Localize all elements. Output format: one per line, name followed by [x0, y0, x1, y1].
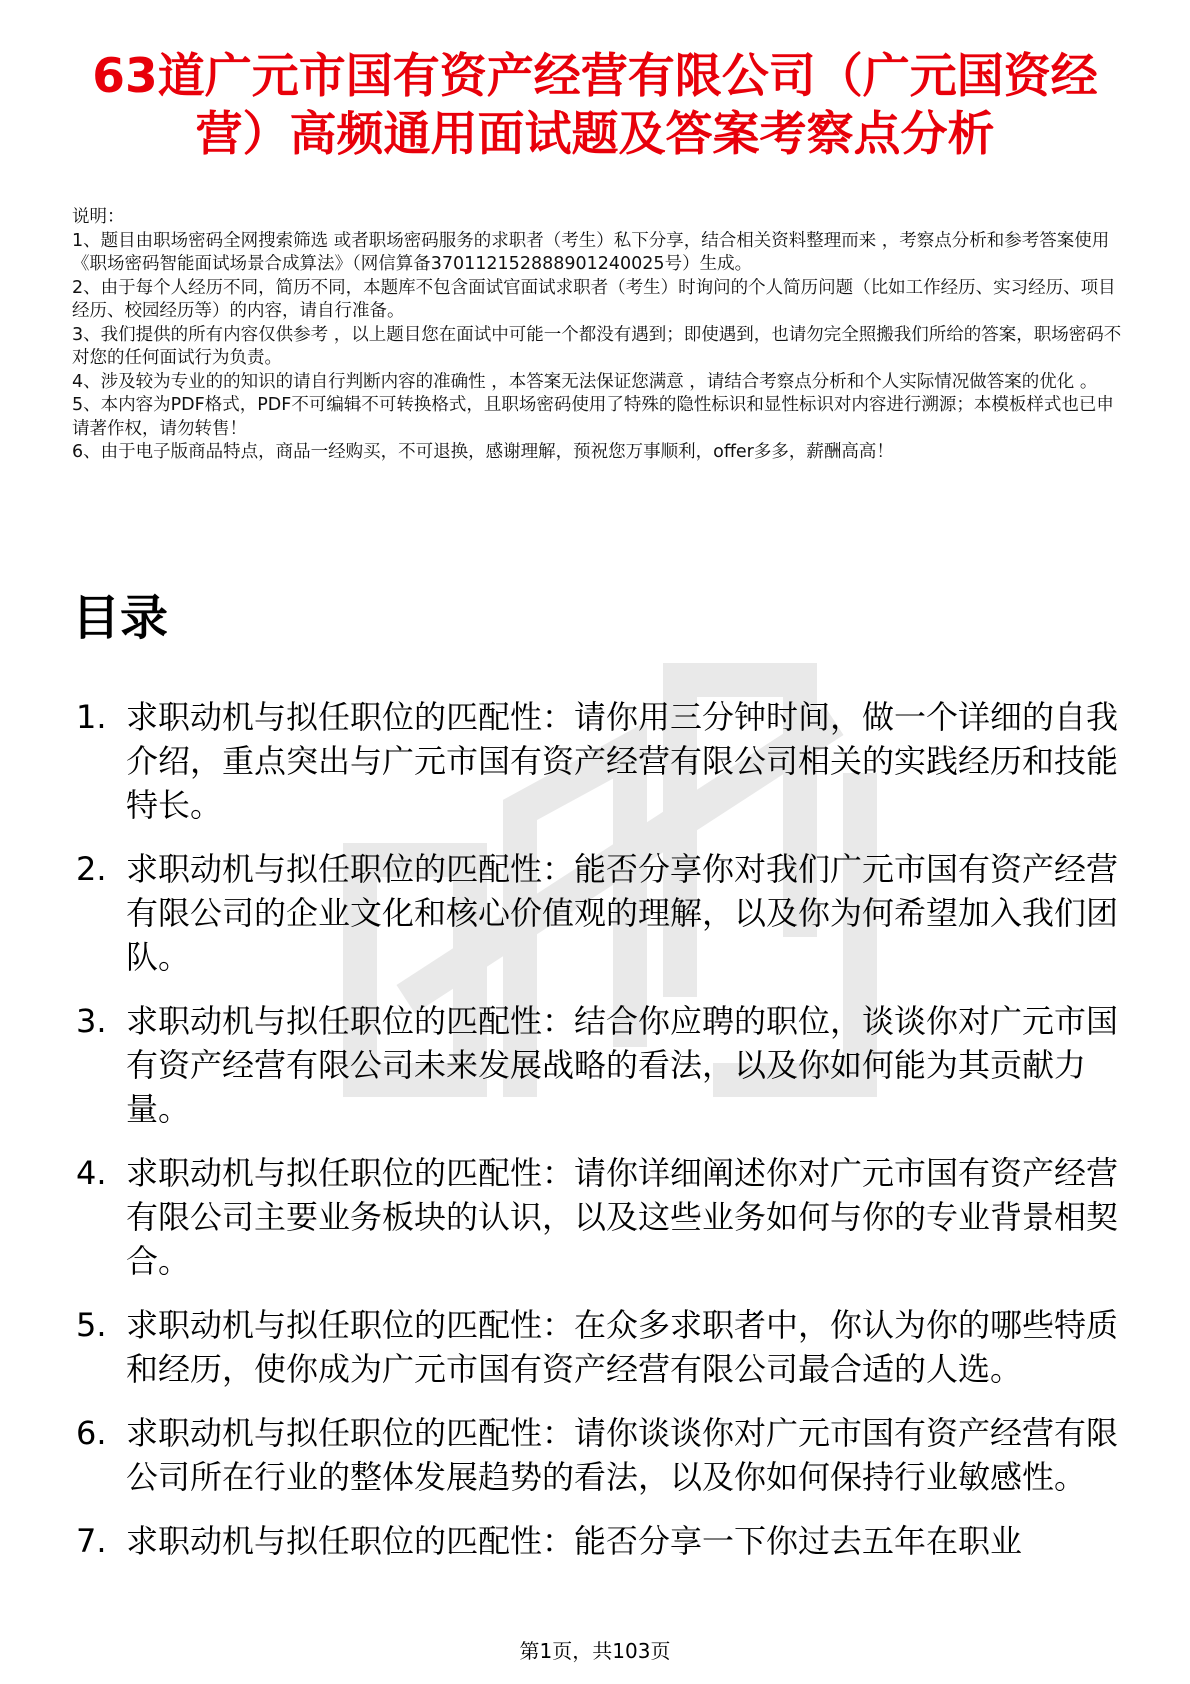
toc-item-text[interactable]: 求职动机与拟任职位的匹配性：请你谈谈你对广元市国有资产经营有限公司所在行业的整体发展趋势的看法，以及你如何保持行业敏感性。 — [126, 1414, 1119, 1496]
note-item: 1、题目由职场密码全网搜索筛选 或者职场密码服务的求职者（考生）私下分享，结合相关资料整理而来 ，考察点分析和参考答案使用《职场密码智能面试场景合成算法》（网信算备370112152888901240025号）生成。 — [72, 230, 1110, 274]
toc-item-text[interactable]: 求职动机与拟任职位的匹配性：结合你应聘的职位，谈谈你对广元市国有资产经营有限公司未来发展战略的看法，以及你如何能为其贡献力量。 — [126, 1002, 1119, 1128]
toc-item[interactable] — [76, 999, 1126, 1131]
toc-item-number: 4. — [76, 1154, 107, 1192]
toc-item-number: 3. — [76, 1002, 107, 1040]
toc-item-text[interactable]: 求职动机与拟任职位的匹配性：能否分享一下你过去五年在职业 — [126, 1522, 1023, 1560]
note-item: 6、由于电子版商品特点，商品一经购买，不可退换，感谢理解，预祝您万事顺利，offer多多，薪酬高高！ — [72, 442, 894, 462]
document-title: 63道广元市国有资产经营有限公司（广元国资经营）高频通用面试题及答案考察点分析 — [92, 49, 1098, 162]
notes-section — [72, 206, 1122, 465]
toc-item-text[interactable]: 求职动机与拟任职位的匹配性：在众多求职者中，你认为你的哪些特质和经历，使你成为广元市国有资产经营有限公司最合适的人选。 — [126, 1306, 1119, 1388]
note-item: 3、我们提供的所有内容仅供参考 ，以上题目您在面试中可能一个都没有遇到；即使遇到，也请勿完全照搬我们所给的答案，职场密码不对您的任何面试行为负责。 — [72, 324, 1122, 368]
toc-item-number: 6. — [76, 1414, 107, 1452]
note-item: 2、由于每个人经历不同，简历不同，本题库不包含面试官面试求职者（考生）时询问的个人简历问题（比如工作经历、实习经历、项目经历、校园经历等）的内容，请自行准备。 — [72, 277, 1116, 321]
note-item: 4、涉及较为专业的的知识的请自行判断内容的准确性 ，本答案无法保证您满意 ，请结合考察点分析和个人实际情况做答案的优化 。 — [72, 371, 1098, 392]
note-item: 5、本内容为PDF格式，PDF不可编辑不可转换格式，且职场密码使用了特殊的隐性标识和显性标识对内容进行溯源；本模板样式也已申请著作权，请勿转售！ — [72, 395, 1114, 439]
toc-item-number: 5. — [76, 1306, 107, 1344]
toc-heading: 目录 — [72, 590, 169, 646]
toc-item-number: 2. — [76, 850, 107, 888]
toc-list — [76, 695, 1126, 1583]
toc-item-text[interactable]: 求职动机与拟任职位的匹配性：能否分享你对我们广元市国有资产经营有限公司的企业文化和核心价值观的理解，以及你为何希望加入我们团队。 — [126, 850, 1119, 976]
page-footer: 第1页，共103页 — [519, 1639, 671, 1663]
toc-item[interactable] — [76, 1151, 1126, 1283]
toc-item-number: 7. — [76, 1522, 107, 1560]
toc-item-text[interactable]: 求职动机与拟任职位的匹配性：请你详细阐述你对广元市国有资产经营有限公司主要业务板块的认识，以及这些业务如何与你的专业背景相契合。 — [126, 1154, 1119, 1280]
toc-item[interactable] — [76, 1303, 1126, 1391]
toc-item[interactable] — [76, 1519, 1126, 1563]
toc-item[interactable] — [76, 1411, 1126, 1499]
notes-heading: 说明： — [72, 207, 125, 227]
toc-item-number: 1. — [76, 698, 107, 736]
toc-item[interactable] — [76, 695, 1126, 827]
toc-item-text[interactable]: 求职动机与拟任职位的匹配性：请你用三分钟时间，做一个详细的自我介绍，重点突出与广元市国有资产经营有限公司相关的实践经历和技能特长。 — [126, 698, 1119, 824]
toc-item[interactable] — [76, 847, 1126, 979]
